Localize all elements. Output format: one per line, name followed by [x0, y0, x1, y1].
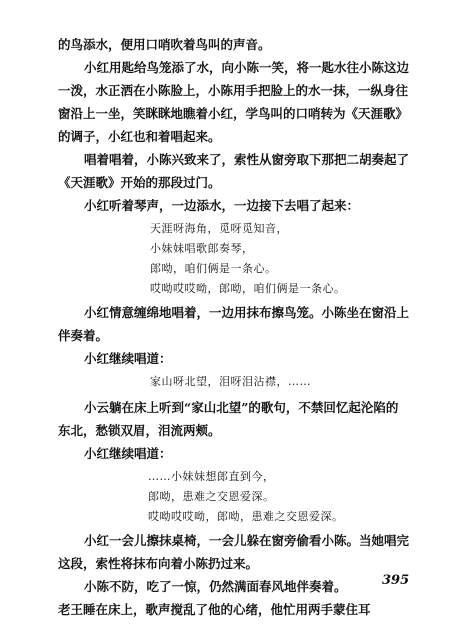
- text-line: 小陈不防，吃了一惊，仍然满面春风地伴奏着。: [84, 579, 347, 594]
- lyric-line: 郎呦，患难之交恩爱深。: [148, 490, 275, 503]
- text-line: 小云躺在床上听到“家山北望”的歌句，不禁回忆起沦陷的: [84, 400, 399, 415]
- text-line: 的调子，小红也和着唱起来。: [58, 129, 221, 144]
- text-line: 一泼，水正洒在小陈脸上，小陈用手把脸上的水一抹，一纵身往: [58, 83, 409, 98]
- text-line: 窗沿上一坐，笑眯眯地瞧着小红，学鸟叫的口哨转为《天涯歌》: [58, 106, 409, 121]
- text-line: 的鸟添水，便用口哨吹着鸟叫的声音。: [58, 37, 271, 52]
- lyric-line: ……小妹妹想郎直到今，: [148, 470, 275, 483]
- text-line: 小红用匙给鸟笼添了水，向小陈一笑，将一匙水往小陈这边: [84, 60, 410, 75]
- text-line: 唱着唱着，小陈兴致来了，索性从窗旁取下那把二胡奏起了: [84, 152, 410, 167]
- text-line: 小红听着琴声，一边添水，一边接下去唱了起来：: [84, 198, 360, 213]
- text-line: 小红情意缠绵地唱着，一边用抹布擦鸟笼。小陈坐在窗沿上: [84, 305, 410, 320]
- lyric-line: 小妹妹唱歌郎奏琴，: [150, 242, 254, 255]
- lyric-line: 郎呦，咱们俩是一条心。: [150, 262, 277, 275]
- text-line: 东北，愁锁双眉，泪流两颊。: [58, 423, 221, 438]
- lyric-line: 哎呦哎哎呦，郎呦，咱们俩是一条心。: [150, 282, 346, 295]
- text-line: 伴奏着。: [58, 328, 109, 343]
- page-number: 395: [382, 573, 410, 588]
- lyric-line: 哎呦哎哎呦，郎呦，患难之交恩爱深。: [148, 510, 344, 523]
- text-line: 这段，索性将抹布向着小陈扔过来。: [58, 556, 259, 571]
- lyric-line: 天涯呀海角，觅呀觅知音，: [150, 222, 288, 235]
- text-line: 小红继续唱道：: [84, 446, 172, 461]
- text-line: 《天涯歌》开始的那段过门。: [58, 175, 221, 190]
- text-line: 小红一会儿擦抹桌椅，一会儿躲在窗旁偷看小陈。当她唱完: [84, 533, 410, 548]
- text-line: 小红继续唱道：: [84, 351, 172, 366]
- lyric-line: 家山呀北望，泪呀泪沾襟，……: [150, 375, 311, 388]
- text-line: 老王睡在床上，歌声搅乱了他的心绪，他忙用两手蒙住耳: [58, 602, 371, 617]
